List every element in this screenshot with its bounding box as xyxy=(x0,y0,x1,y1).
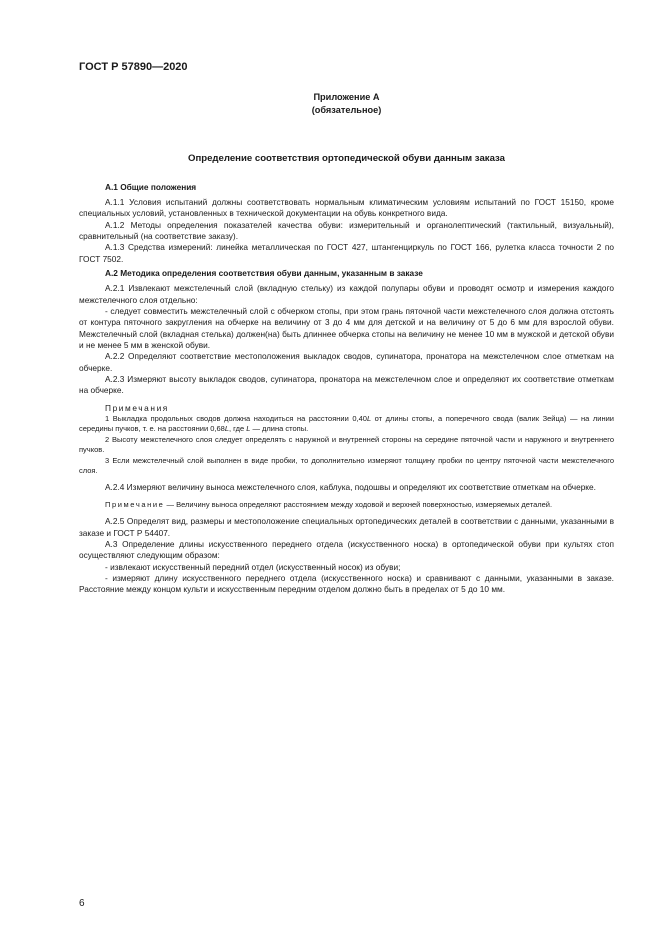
note-1: 1 Выкладка продольных сводов должна находиться на расстоянии 0,40L от длины стопы, а поперечного свода (валик Зейца) — на линии середины пучков, т. е. на расстоянии 0,68L, где L — длина стопы. xyxy=(79,414,614,434)
paragraph-a1-2: А.1.2 Методы определения показателей качества обуви: измерительный и органолептический (тактильный, визуальный), сравнительный (на соответствие заказу). xyxy=(79,219,614,241)
note-2: 2 Высоту межстелечного слоя следует определять с наружной и внутренней стороны на середине пяточной части и наружного и внутреннего пучков. xyxy=(79,434,614,455)
document-header: ГОСТ Р 57890—2020 xyxy=(79,61,188,73)
bullet-a3-1: - извлекают искусственный передний отдел (искусственный носок) из обуви; xyxy=(105,561,401,572)
notes-title: Примечания xyxy=(105,402,169,413)
appendix-status: (обязательное) xyxy=(311,105,382,115)
paragraph-a1-3: А.1.3 Средства измерений: линейка металлическая по ГОСТ 427, штангенциркуль по ГОСТ 166, рулетка класса точности 2 по ГОСТ 7502. xyxy=(79,242,614,264)
paragraph-a2-5: А.2.5 Определят вид, размеры и местоположение специальных ортопедических деталей в соответствии с данными, указанными в заказе и ГОСТ Р 54407. xyxy=(79,516,614,538)
note-single-label: Примечание xyxy=(105,499,165,509)
note-single-text: — Величину выноса определяют расстоянием между ходовой и верхней поверхностью, измеряемых деталей. xyxy=(164,499,553,509)
note-single xyxy=(79,500,614,510)
note-3: 3 Если межстелечный слой выполнен в виде пробки, то дополнительно измеряют толщину пробки по центру пяточной части межстелечного слоя. xyxy=(79,455,614,476)
appendix-label: Приложение А xyxy=(313,92,380,102)
bullet-a2-1: - следует совместить межстелечный слой с обчерком стопы, при этом грань пяточной части межстелечного слоя должна отстоять от контура пяточного закругления на обчерке на величину от 3 до 4 мм для детской и на величину от 5 до 6 мм для взрослой обуви. Межстелечный слой (вкладная стелька) должен(на) быть длиннее обчерка стопы на величину не менее 10 мм в мужской и детской обуви и не менее 5 мм в женской обуви. xyxy=(79,305,614,350)
bullet-a3-2: - измеряют длину искусственного переднего отдела (искусственного носка) и сравнивают с данными, указанными в заказе. Расстояние между концом культи и искусственным передним отделом должно быть в пределах от 5 до 10 мм. xyxy=(79,572,614,595)
section-heading-a1: А.1 Общие положения xyxy=(105,182,197,192)
page-number: 6 xyxy=(79,898,85,909)
paragraph-a2-3: А.2.3 Измеряют высоту выкладок сводов, супинатора, пронатора на межстелечном слое и определяют их соответствие отметкам на обчерке. xyxy=(79,374,614,396)
paragraph-a2-4: А.2.4 Измеряют величину выноса межстелечного слоя, каблука, подошвы и определяют их соответствие отметкам на обчерке. xyxy=(105,482,596,493)
paragraph-a2-1: А.2.1 Извлекают межстелечный слой (вкладную стельку) из каждой полупары обуви и проводят осмотр и измерения каждого межстелечного слоя отдельно: xyxy=(79,283,614,305)
document-body xyxy=(79,182,614,596)
paragraph-a2-2: А.2.2 Определяют соответствие местоположения выкладок сводов, супинатора, пронатора на межстелечном слое отметкам на обчерке. xyxy=(79,351,614,373)
appendix-heading xyxy=(79,91,614,117)
section-heading-a2: А.2 Методика определения соответствия обуви данным, указанным в заказе xyxy=(105,268,423,279)
paragraph-a3-1: А.3 Определение длины искусственного переднего отдела (искусственного носка) в ортопедической обуви при культях стоп осуществляют следующим образом: xyxy=(79,538,614,561)
page-title: Определение соответствия ортопедической обуви данным заказа xyxy=(187,153,506,164)
paragraph-a1-1: А.1.1 Условия испытаний должны соответствовать нормальным климатическим условиям испытаний по ГОСТ 15150, кроме специальных условий, установленных в технической документации на обувь конкретного вида. xyxy=(79,196,614,219)
